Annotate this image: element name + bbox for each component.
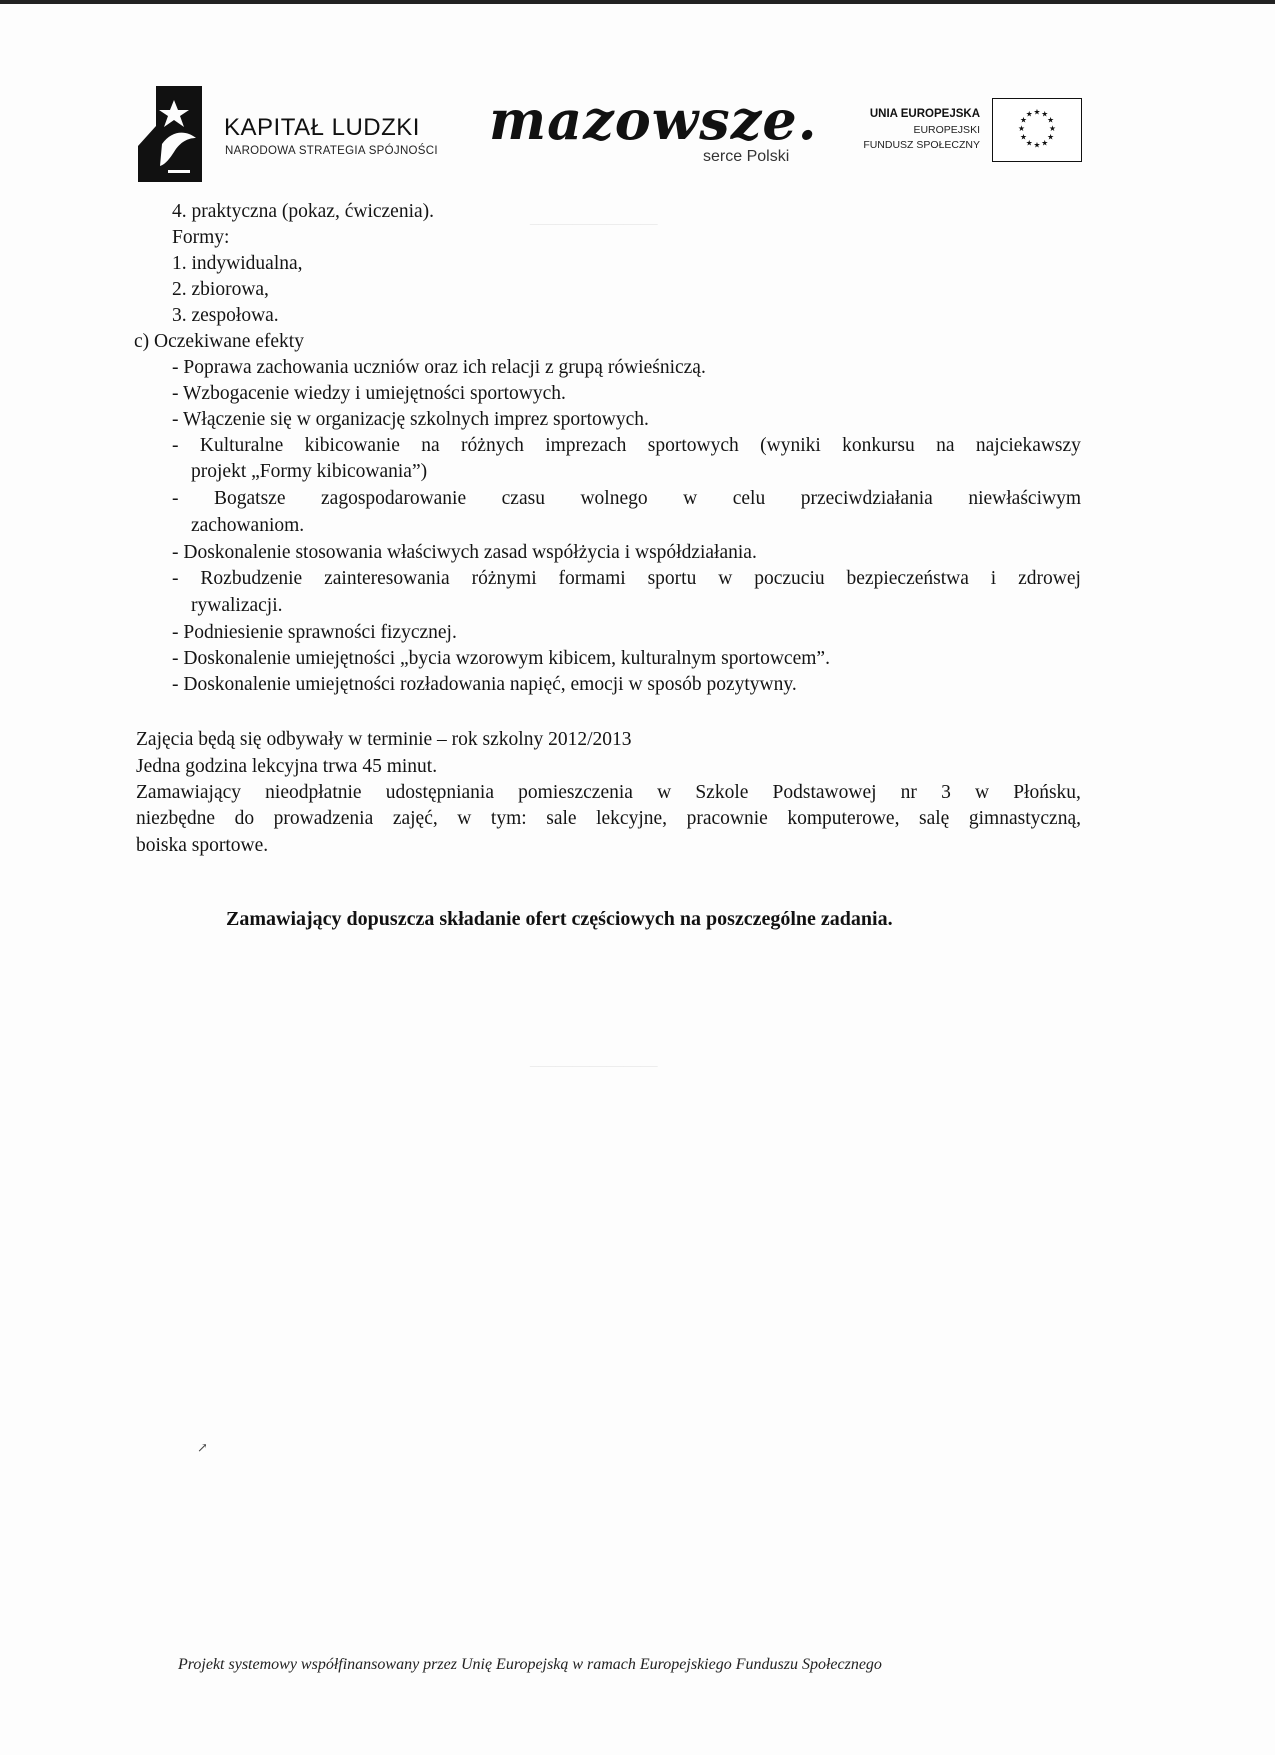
justified-word: w [974,782,990,803]
schedule-line-justified [136,781,1081,805]
justified-word: na [421,435,440,456]
justified-word: salę [919,808,950,829]
funding-footer: Projekt systemowy współfinansowany przez Unię Europejską w ramach Europejskiego Funduszu Społecznego [178,1656,882,1673]
forms-heading: Formy: [172,227,230,248]
justified-word: sportu [647,568,697,589]
mazowsze-subtitle: serce Polski [703,148,790,165]
justified-word: różnych [461,435,524,456]
justified-word: (wyniki [760,435,821,456]
justified-word: gimnastyczną, [968,808,1081,829]
schedule-line: Zajęcia będą się odbywały w terminie – rok szkolny 2012/2013 [136,729,632,750]
effect-item: - Doskonalenie umiejętności „bycia wzorowym kibicem, kulturalnym sportowcem”. [172,648,830,669]
eu-label-line2: EUROPEJSKI [913,124,980,136]
mazowsze-wordmark: mazowsze. [489,88,818,152]
justified-word: lekcyjne, [596,808,668,829]
justified-word: udostępniania [385,782,495,803]
effect-item-continuation: zachowaniom. [191,515,305,536]
justified-word: Szkole [695,782,749,803]
scan-edge [0,0,1275,4]
justified-word: do [234,808,255,829]
effect-item: - Doskonalenie umiejętności rozładowania napięć, emocji w sposób pozytywny. [172,674,797,695]
justified-word: tym: [490,808,527,829]
effect-item-justified [172,434,1081,458]
justified-word: bezpieczeństwa [846,568,969,589]
justified-word: nieodpłatnie [265,782,362,803]
svg-text:★: ★ [1041,109,1049,119]
justified-word: komputerowe, [787,808,900,829]
method-item-4: 4. praktyczna (pokaz, ćwiczenia). [172,201,435,222]
justified-word: wolnego [580,488,648,509]
justified-word: różnymi [471,568,537,589]
justified-word: w [718,568,733,589]
svg-text:★: ★ [1047,115,1055,125]
effect-item: - Włączenie się w organizację szkolnych imprez sportowych. [172,409,649,430]
justified-word: zagospodarowanie [321,488,467,509]
justified-word: najciekawszy [975,435,1081,456]
justified-word: pomieszczenia [518,782,633,803]
justified-word: prowadzenia [273,808,374,829]
eu-label-line3: FUNDUSZ SPOŁECZNY [863,139,980,151]
justified-word: w [457,808,472,829]
svg-text:★: ★ [1033,140,1041,150]
svg-text:★: ★ [1049,123,1056,133]
justified-word: formami [558,568,626,589]
svg-text:★: ★ [1047,132,1055,142]
effect-item-continuation: projekt „Formy kibicowania”) [191,461,428,482]
schedule-line-justified [136,807,1081,831]
eu-label-line1: UNIA EUROPEJSKA [869,108,980,120]
justified-word: niewłaściwym [968,488,1081,509]
justified-word: konkursu [842,435,915,456]
justified-word: zainteresowania [324,568,450,589]
justified-word: niezbędne [136,808,216,829]
justified-word: i [990,568,997,589]
justified-word: sale [546,808,577,829]
effect-item-continuation: rywalizacji. [191,595,283,616]
effect-item: - Doskonalenie stosowania właściwych zasad współżycia i współdziałania. [172,542,757,563]
kapital-ludzki-title: KAPITAŁ LUDZKI [224,114,420,141]
effect-item-justified [172,567,1081,591]
justified-word: Kulturalne [199,435,284,456]
forms-item: 1. indywidualna, [172,253,303,274]
forms-item: 2. zbiorowa, [172,279,269,300]
schedule-line: Jedna godzina lekcyjna trwa 45 minut. [136,756,438,777]
justified-word: Rozbudzenie [200,568,303,589]
svg-text:★: ★ [1041,138,1049,148]
svg-text:★: ★ [1019,115,1027,125]
justified-word: celu [732,488,766,509]
svg-text:★: ★ [1019,132,1027,142]
kapital-ludzki-subtitle: NARODOWA STRATEGIA SPÓJNOŚCI [225,145,438,157]
justified-word: kibicowanie [304,435,400,456]
justified-word: w [683,488,698,509]
justified-word: zajęć, [392,808,438,829]
justified-word: nr [900,782,917,803]
schedule-line: boiska sportowe. [136,835,269,856]
justified-word: imprezach [545,435,627,456]
forms-item: 3. zespołowa. [172,305,279,326]
justified-word: sportowych [647,435,739,456]
effects-heading: c) Oczekiwane efekty [134,331,304,352]
justified-word: pracownie [686,808,768,829]
svg-text:★: ★ [1018,123,1025,133]
justified-word: - [172,568,179,589]
justified-word: czasu [501,488,545,509]
justified-word: - [172,488,179,509]
justified-word: 3 [941,782,951,803]
justified-word: w [657,782,672,803]
svg-text:★: ★ [1025,109,1033,119]
stray-pen-mark-icon: ↗ [197,1440,208,1455]
kapital-ludzki-logo-icon [138,86,202,182]
svg-text:★: ★ [1033,107,1041,117]
effect-item-justified [172,487,1081,511]
justified-word: na [936,435,955,456]
partial-offers-notice: Zamawiający dopuszcza składanie ofert częściowych na poszczególne zadania. [226,908,893,930]
justified-word: Płońsku, [1013,782,1081,803]
effect-item: - Wzbogacenie wiedzy i umiejętności sportowych. [172,383,566,404]
justified-word: zdrowej [1018,568,1081,589]
justified-word: poczuciu [754,568,825,589]
effect-item: - Podniesienie sprawności fizycznej. [172,622,457,643]
justified-word: Bogatsze [214,488,286,509]
justified-word: przeciwdziałania [800,488,933,509]
justified-word: Podstawowej [772,782,877,803]
svg-text:★: ★ [1025,138,1033,148]
justified-word: - [172,435,179,456]
eu-flag-icon [992,98,1082,162]
justified-word: Zamawiający [136,782,242,803]
effect-item: - Poprawa zachowania uczniów oraz ich relacji z grupą rówieśniczą. [172,357,706,378]
